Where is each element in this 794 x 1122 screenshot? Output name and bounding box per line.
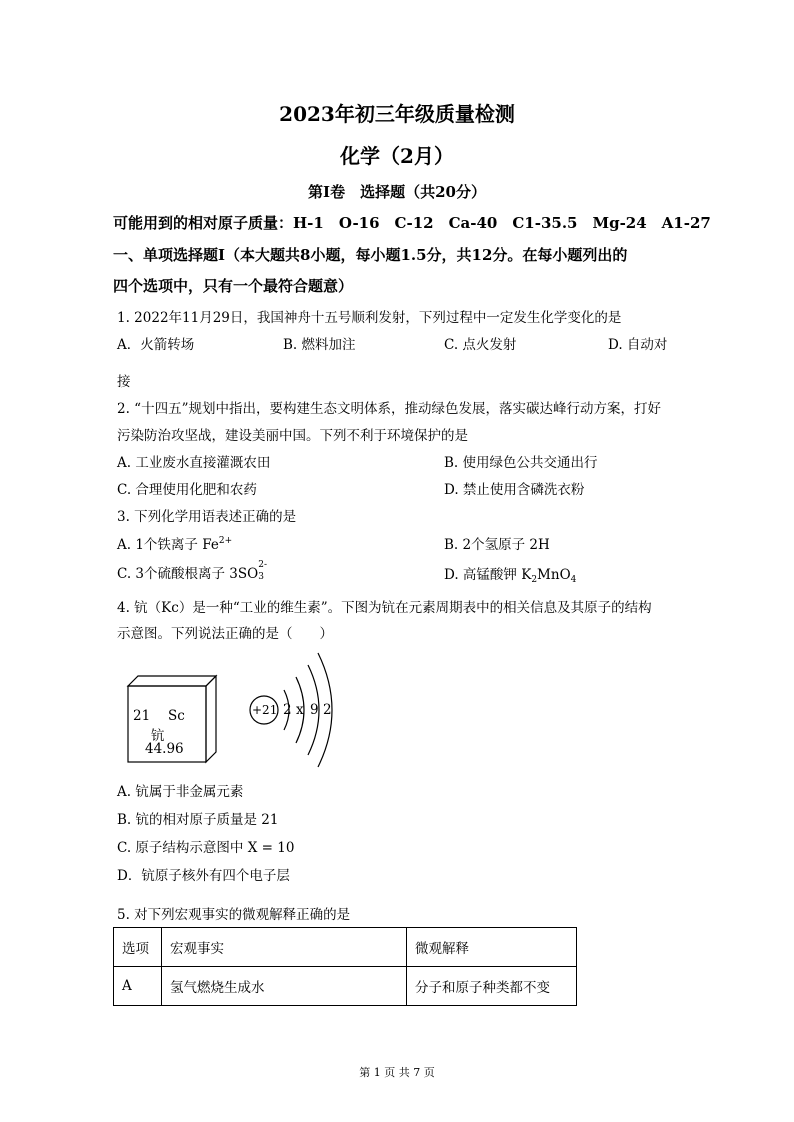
q5-stem: 5. 对下列宏观事实的微观解释正确的是 <box>117 907 351 923</box>
table-cell: A <box>114 967 162 1006</box>
q4-stem-line1: 4. 钪（Kc）是一种“工业的维生素”。下图为钪在元素周期表中的相关信息及其原子的结构 <box>117 600 652 616</box>
q2-option-b: B. 使用绿色公共交通出行 <box>444 455 598 471</box>
shell-1-electrons: 2 <box>283 702 292 718</box>
section-title: 第Ⅰ卷 选择题（共20分） <box>308 183 486 201</box>
q1-option-c: C. 点火发射 <box>444 337 517 353</box>
q3-option-a <box>117 533 232 553</box>
shell-2-electrons: x <box>296 702 304 718</box>
q3-option-d-text: D. 高锰酸钾 K <box>444 567 532 583</box>
q4-option-c: C. 原子结构示意图中 X = 10 <box>117 840 295 856</box>
q3-option-b: B. 2个氢原子 2H <box>444 537 550 553</box>
subject-title: 化学（2月） <box>340 144 454 168</box>
q3-option-c-subscript: 3 <box>258 572 264 582</box>
q1-option-b: B. 燃料加注 <box>283 337 356 353</box>
q4-option-b: B. 钪的相对原子质量是 21 <box>117 812 279 828</box>
q4-option-a: A. 钪属于非金属元素 <box>117 784 244 800</box>
part1-heading-line2: 四个选项中，只有一个最符合题意） <box>113 277 354 295</box>
q3-option-d-mid: MnO <box>537 567 571 583</box>
table-header-row <box>114 928 577 967</box>
table-cell: 分子和原子种类都不变 <box>407 967 577 1006</box>
q3-option-a-text: A. 1个铁离子 Fe <box>117 537 219 553</box>
q3-option-c-text: C. 3个硫酸根离子 3SO <box>117 566 259 582</box>
q5-table <box>113 927 577 1006</box>
table-header-cell: 微观解释 <box>407 928 577 967</box>
element-symbol: Sc <box>168 708 185 724</box>
q1-option-a: A．火箭转场 <box>117 337 195 353</box>
element-atomic-number: 21 <box>133 708 151 724</box>
q3-stem: 3. 下列化学用语表述正确的是 <box>117 509 297 525</box>
q3-option-d-sub2: 4 <box>570 575 577 585</box>
cube-top-face <box>128 676 216 686</box>
q2-option-c: C. 合理使用化肥和农药 <box>117 482 257 498</box>
q3-option-d <box>444 563 576 585</box>
q2-option-d: D. 禁止使用含磷洗衣粉 <box>444 482 585 498</box>
q3-option-c-charge: 2- <box>258 560 267 570</box>
shell-3-electrons: 9 <box>310 702 319 718</box>
table-cell: 氢气燃烧生成水 <box>162 967 407 1006</box>
part1-heading-line1: 一、单项选择题Ⅰ（本大题共8小题，每小题1.5分，共12分。在每小题列出的 <box>113 246 628 264</box>
q2-option-a: A. 工业废水直接灌溉农田 <box>117 455 271 471</box>
q4-option-d: D．钪原子核外有四个电子层 <box>117 868 290 884</box>
atomic-masses: 可能用到的相对原子质量：H-1 O-16 C-12 Ca-40 C1-35.5 Mg-24 A1-27 <box>113 214 711 232</box>
cube-side-face <box>206 676 216 762</box>
q2-stem-line2: 污染防治攻坚战，建设美丽中国。下列不利于环境保护的是 <box>117 428 468 444</box>
page-footer: 第 1 页 共 7 页 <box>359 1066 435 1079</box>
exam-title: 2023年初三年级质量检测 <box>279 102 515 126</box>
q3-option-d-sub1: 2 <box>531 575 538 585</box>
element-atomic-mass: 44.96 <box>145 741 184 757</box>
element-name: 钪 <box>151 728 165 744</box>
q3-option-c <box>117 562 268 582</box>
shell-4-electrons: 2 <box>323 702 332 718</box>
q3-option-a-charge: 2+ <box>218 536 233 546</box>
q4-stem-line2: 示意图。下列说法正确的是（ ） <box>117 626 333 642</box>
table-header-cell: 选项 <box>114 928 162 967</box>
q1-option-d: D. 自动对 <box>608 337 668 353</box>
q2-stem-line1: 2. “十四五”规划中指出，要构建生态文明体系，推动绿色发展，落实碳达峰行动方案，打好 <box>117 401 661 417</box>
q1-option-d-cont: 接 <box>117 374 131 390</box>
table-row <box>114 967 577 1006</box>
table-header-cell: 宏观事实 <box>162 928 407 967</box>
nucleus-charge: +21 <box>252 703 278 717</box>
q1-stem: 1. 2022年11月29日，我国神舟十五号顺利发射，下列过程中一定发生化学变化的是 <box>117 310 622 326</box>
